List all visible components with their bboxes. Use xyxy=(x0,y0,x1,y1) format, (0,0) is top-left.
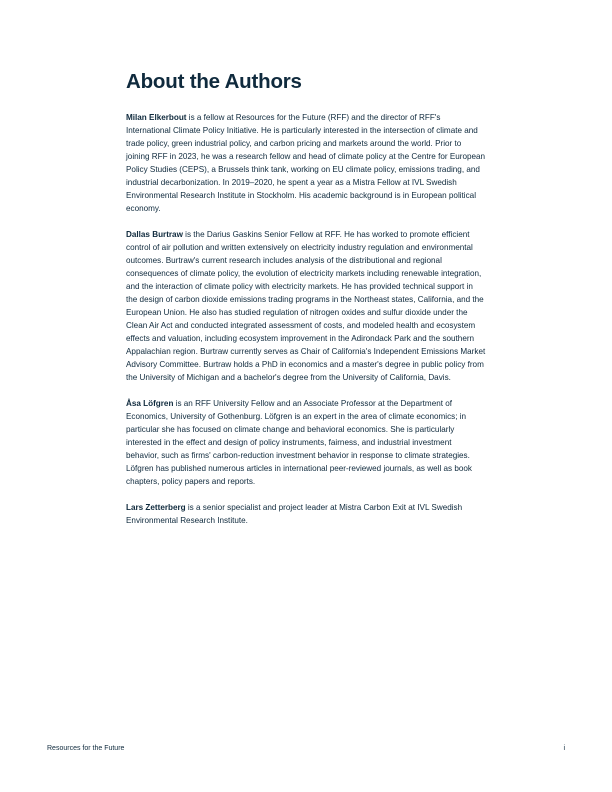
author-bio-text: is a senior specialist and project leader at Mistra Carbon Exit at IVL Swedish Environmental Research Institute. xyxy=(126,503,463,525)
main-content xyxy=(126,70,486,540)
author-bio-text: is an RFF University Fellow and an Associate Professor at the Department of Economics, University of Gothenburg. Löfgren is an expert in the area of climate economics; in particular she has focused on climate change and behavioral economics. She is particularly interested in the effect and design of policy instruments, fairness, and industrial investment behavior, such as firms' carbon-reduction investment behavior in response to climate strategies. Löfgren has published numerous articles in international peer-reviewed journals, as well as book chapters, policy papers and reports. xyxy=(126,399,472,486)
author-bio-elkerbout xyxy=(126,111,486,215)
author-bio-text: is the Darius Gaskins Senior Fellow at RFF. He has worked to promote efficient control of air pollution and written extensively on electricity industry regulation and environmental outcomes. Burtraw's current research includes analysis of the distributional and regional consequences of climate policy, the evolution of electricity markets including renewable integration, and the interaction of climate policy with electricity markets. He has provided technical support in the design of carbon dioxide emissions trading programs in the Northeast states, California, and the European Union. He also has studied regulation of nitrogen oxides and sulfur dioxide under the Clean Air Act and conducted integrated assessment of costs, and modeled health and ecosystem effects and valuation, including ecosystem improvement in the Adirondack Park and the southern Appalachian region. Burtraw currently serves as Chair of California's Independent Emissions Market Advisory Committee. Burtraw holds a PhD in economics and a master's degree in public policy from the University of Michigan and a bachelor's degree from the University of California, Davis. xyxy=(126,230,486,382)
author-name: Åsa Löfgren xyxy=(126,399,174,408)
author-name: Milan Elkerbout xyxy=(126,113,187,122)
page-title: About the Authors xyxy=(126,70,302,93)
author-bio-burtraw xyxy=(126,228,486,384)
author-bio-zetterberg xyxy=(126,501,486,527)
author-name: Dallas Burtraw xyxy=(126,230,183,239)
page-footer xyxy=(47,743,565,755)
footer-publisher: Resources for the Future xyxy=(47,745,125,752)
page-number: i xyxy=(563,745,565,752)
author-bio-lofgren xyxy=(126,397,486,488)
author-bio-text: is a fellow at Resources for the Future (RFF) and the director of RFF's International Climate Policy Initiative. He is particularly interested in the intersection of climate and trade policy, green industrial policy, and carbon pricing and markets around the world. Prior to joining RFF in 2023, he was a research fellow and head of climate policy at the Centre for European Policy Studies (CEPS), a Brussels think tank, working on EU climate policy, emissions trading, and industrial decarbonization. In 2019–2020, he spent a year as a Mistra Fellow at IVL Swedish Environmental Research Institute in Stockholm. His academic background is in European political economy. xyxy=(126,113,486,213)
author-name: Lars Zetterberg xyxy=(126,503,186,512)
